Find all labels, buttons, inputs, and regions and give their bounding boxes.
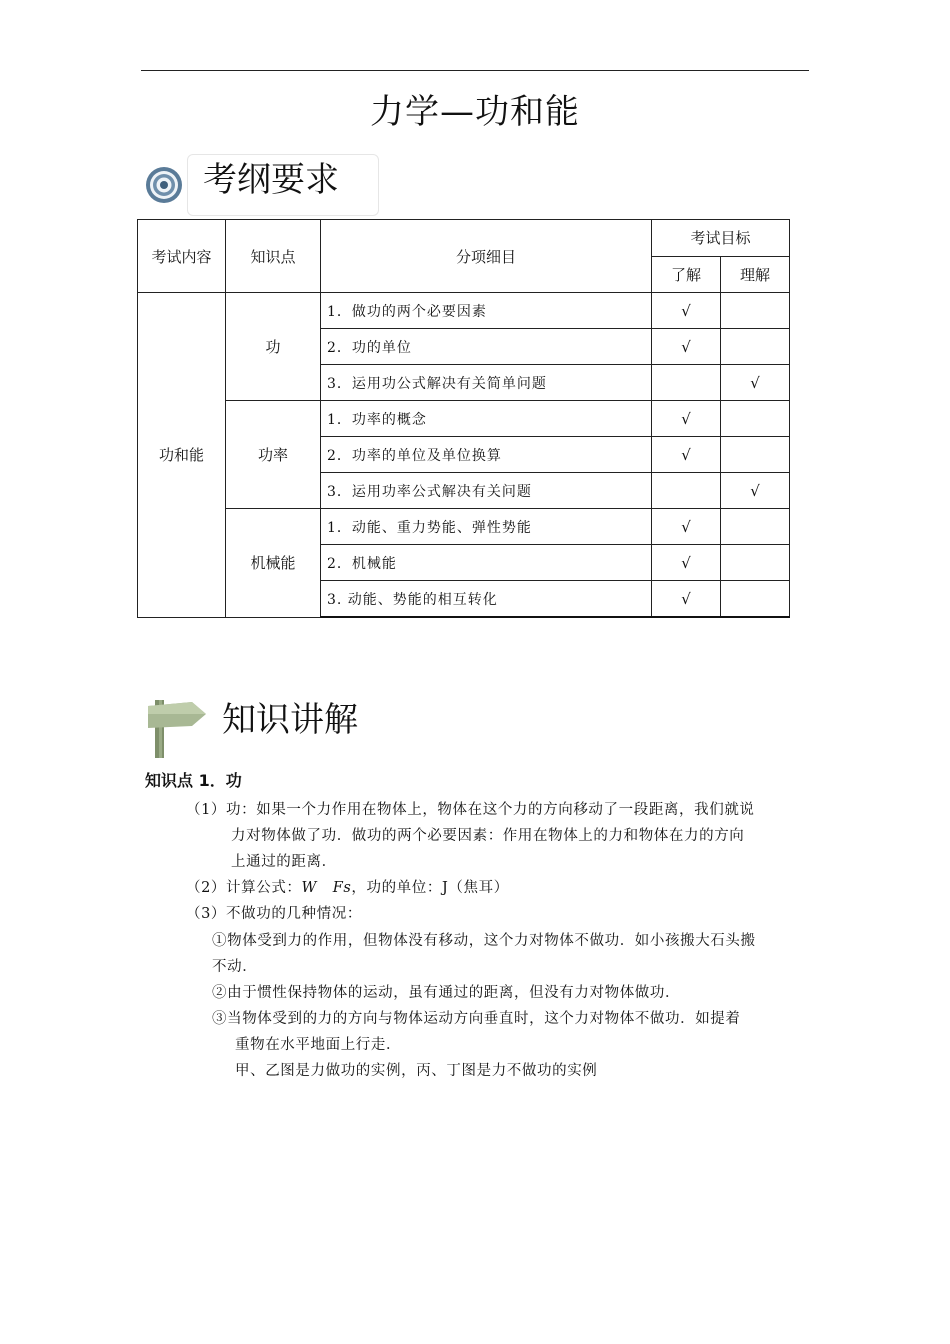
comprehend-check: √ (721, 473, 790, 509)
formula-suffix: ，功的单位：J（焦耳） (351, 880, 509, 896)
comprehend-check (721, 437, 790, 473)
header-understand: 了解 (652, 256, 721, 293)
case-line: 重物在水平地面上行走． (235, 1037, 402, 1053)
table-row (138, 401, 790, 437)
exam-requirements-table (137, 219, 790, 618)
understand-check: √ (652, 437, 721, 473)
comprehend-check (721, 329, 790, 365)
paragraph-line: 上通过的距离． (231, 854, 337, 870)
item-cell: 2．机械能 (321, 545, 652, 581)
point-cell: 功 (226, 293, 321, 401)
header-goal: 考试目标 (652, 220, 790, 257)
comprehend-check (721, 401, 790, 437)
header-content: 考试内容 (138, 220, 226, 293)
case-line: 不动． (212, 959, 258, 975)
paragraph-line: （3）不做功的几种情况： (186, 906, 362, 922)
case-line: ③当物体受到的力的方向与物体运动方向垂直时，这个力对物体不做功．如提着 (212, 1011, 741, 1027)
formula-line (186, 875, 509, 901)
item-cell: 2．功率的单位及单位换算 (321, 437, 652, 473)
page-title: 力学—功和能 (370, 92, 580, 132)
item-cell: 3．运用功公式解决有关简单问题 (321, 365, 652, 401)
item-cell: 1．功率的概念 (321, 401, 652, 437)
formula-fs: Fs (332, 880, 352, 896)
case-line: ①物体受到力的作用，但物体没有移动，这个力对物体不做功．如小孩搬大石头搬 (212, 933, 756, 949)
understand-check: √ (652, 401, 721, 437)
comprehend-check (721, 509, 790, 545)
header-rule (141, 70, 809, 71)
understand-check: √ (652, 293, 721, 329)
item-cell: 2．功的单位 (321, 329, 652, 365)
table-row (138, 509, 790, 545)
item-cell: 3. 动能、势能的相互转化 (321, 581, 652, 618)
category-cell: 功和能 (138, 293, 226, 618)
point-cell: 功率 (226, 401, 321, 509)
header-comprehend: 理解 (721, 256, 790, 293)
item-cell: 1．做功的两个必要因素 (321, 293, 652, 329)
formula-prefix: （2）计算公式： (186, 880, 302, 896)
header-point: 知识点 (226, 220, 321, 293)
comprehend-check (721, 545, 790, 581)
understand-check: √ (652, 509, 721, 545)
understand-check: √ (652, 329, 721, 365)
section-title-knowledge: 知识讲解 (222, 700, 358, 740)
understand-check: √ (652, 545, 721, 581)
target-icon (145, 166, 183, 204)
understand-check (652, 365, 721, 401)
case-line: 甲、乙图是力做功的实例，丙、丁图是力不做功的实例 (235, 1063, 598, 1079)
paragraph-line: （1）功：如果一个力作用在物体上，物体在这个力的方向移动了一段距离，我们就说 (186, 802, 755, 818)
comprehend-check: √ (721, 365, 790, 401)
signpost-icon (146, 696, 208, 760)
item-cell: 3．运用功率公式解决有关问题 (321, 473, 652, 509)
paragraph-line: 力对物体做了功．做功的两个必要因素：作用在物体上的力和物体在力的方向 (231, 828, 745, 844)
comprehend-check (721, 293, 790, 329)
comprehend-check (721, 581, 790, 618)
table-row (138, 293, 790, 329)
section-title-exam-requirements: 考纲要求 (203, 160, 339, 200)
item-cell: 1．动能、重力势能、弹性势能 (321, 509, 652, 545)
understand-check (652, 473, 721, 509)
understand-check: √ (652, 581, 721, 618)
case-line: ②由于惯性保持物体的运动，虽有通过的距离，但没有力对物体做功． (212, 985, 681, 1001)
formula-w: W (301, 880, 318, 896)
header-detail: 分项细目 (321, 220, 652, 293)
point-cell: 机械能 (226, 509, 321, 618)
knowledge-point-title: 知识点 1．功 (145, 771, 242, 790)
